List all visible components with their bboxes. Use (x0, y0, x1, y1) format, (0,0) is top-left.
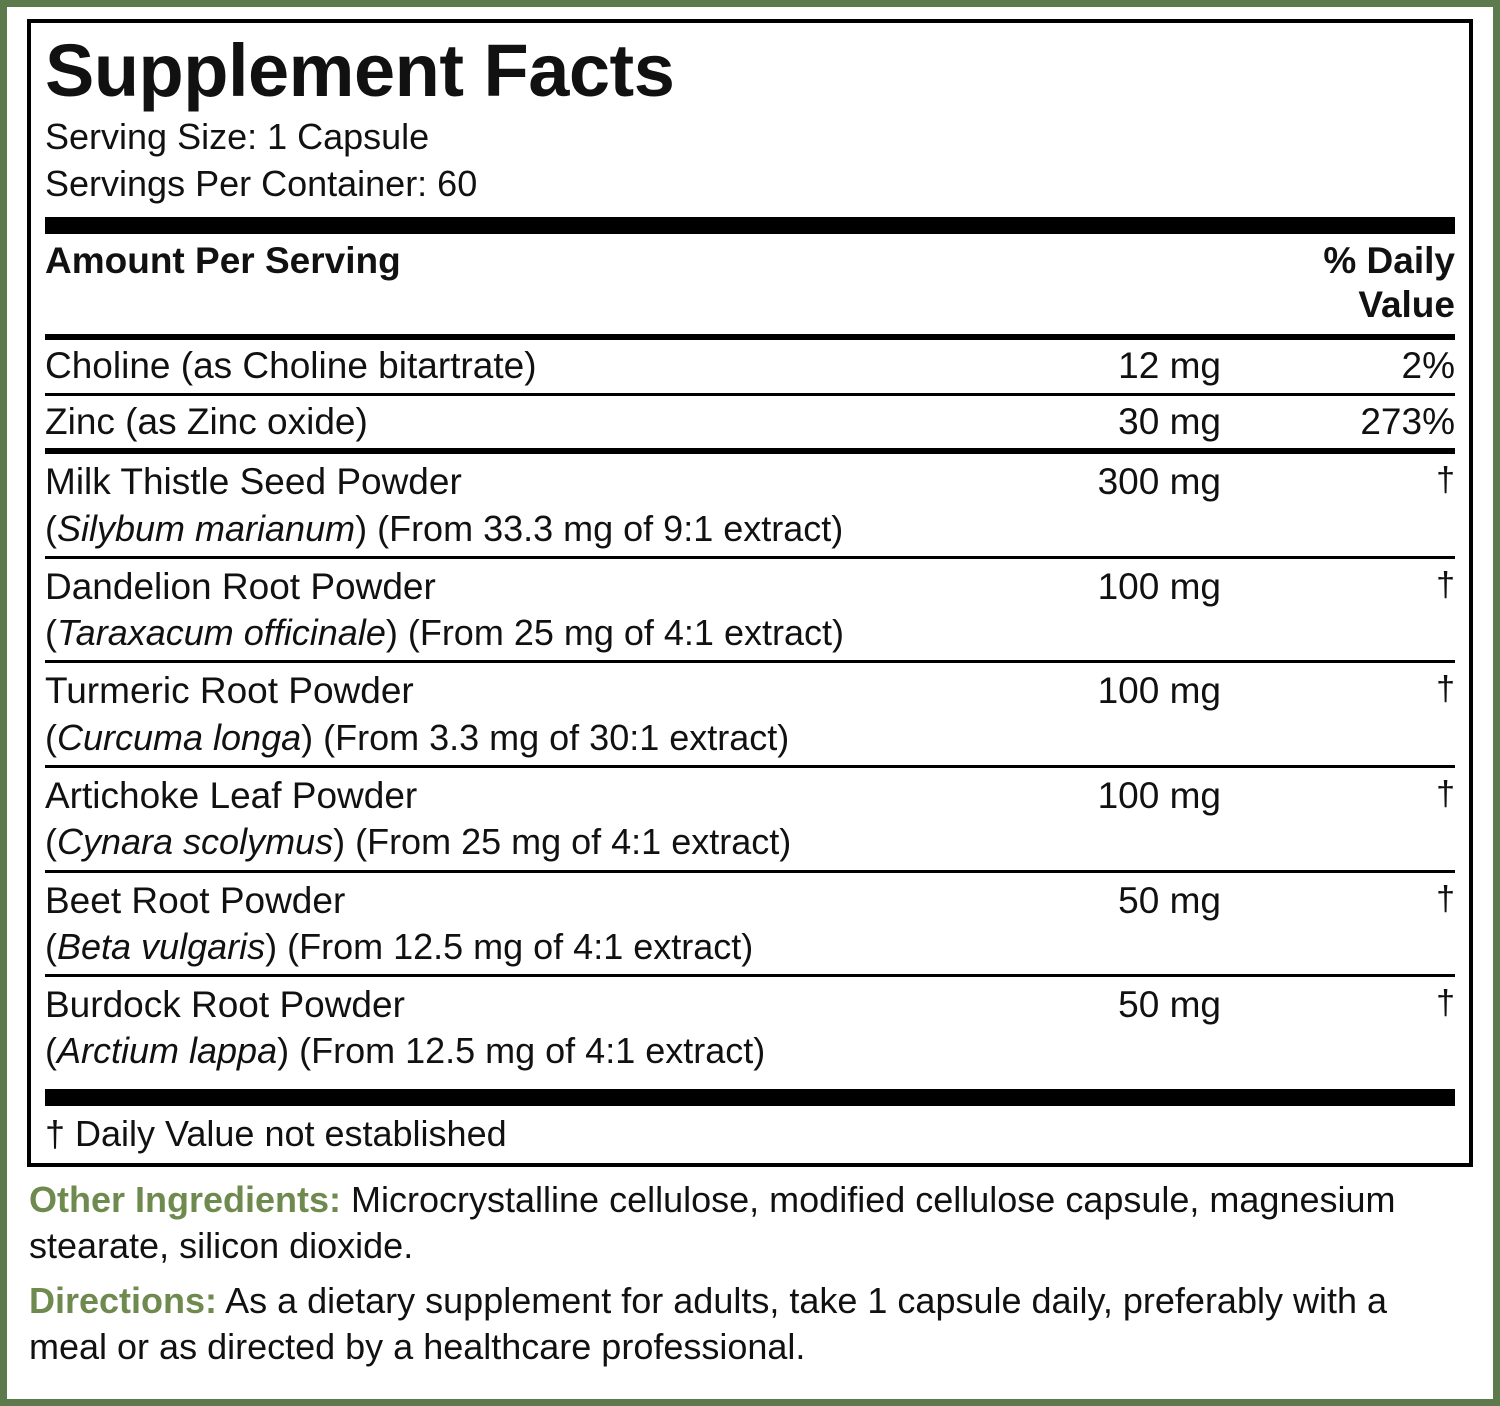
botanical-latin-name: Arctium lappa (57, 1030, 278, 1072)
daily-value-footnote: † Daily Value not established (45, 1112, 507, 1154)
table-row (45, 559, 1455, 661)
botanical-amount: 100 mg (1097, 774, 1221, 816)
botanical-daily-value: † (1436, 879, 1455, 918)
nutrient-amount: 30 mg (1118, 400, 1221, 442)
botanical-latin-name: Beta vulgaris (57, 925, 266, 967)
paren-open: ( (45, 612, 57, 654)
paren-open: ( (45, 507, 57, 549)
table-row (45, 663, 1455, 765)
nutrient-daily-value: 273% (1360, 400, 1455, 442)
paren-open: ( (45, 716, 57, 758)
daily-value-label: % Daily Value (1323, 239, 1455, 326)
botanical-source (45, 820, 1455, 863)
botanical-name: Dandelion Root Powder (45, 565, 436, 607)
botanical-daily-value: † (1436, 565, 1455, 604)
botanical-daily-value: † (1436, 984, 1455, 1023)
botanical-amount: 300 mg (1097, 461, 1221, 503)
paren-open: ( (45, 1030, 57, 1072)
directions-text: As a dietary supplement for adults, take 1 capsule daily, preferably with a meal or as directed by a healthcare professional. (29, 1280, 1388, 1367)
botanical-name: Turmeric Root Powder (45, 670, 414, 712)
table-row (45, 454, 1455, 556)
botanical-name: Milk Thistle Seed Powder (45, 461, 462, 503)
table-row (45, 396, 1455, 448)
botanical-extract-info: ) (From 12.5 mg of 4:1 extract) (277, 1030, 766, 1072)
botanical-source (45, 716, 1455, 759)
botanical-daily-value: † (1436, 774, 1455, 813)
botanical-extract-info: ) (From 3.3 mg of 30:1 extract) (301, 716, 790, 758)
botanical-amount: 100 mg (1097, 565, 1221, 607)
botanical-source (45, 925, 1455, 968)
botanical-latin-name: Taraxacum officinale (57, 612, 386, 654)
table-row (45, 977, 1455, 1079)
botanical-name: Burdock Root Powder (45, 984, 405, 1026)
table-row (45, 340, 1455, 392)
divider-thick-top (45, 217, 1455, 234)
directions (29, 1278, 1473, 1369)
nutrient-daily-value: 2% (1401, 345, 1455, 387)
nutrient-amount: 12 mg (1118, 345, 1221, 387)
serving-size: Serving Size: 1 Capsule (45, 116, 430, 158)
page-title: Supplement Facts (45, 29, 675, 112)
nutrient-name: Choline (as Choline bitartrate) (45, 345, 537, 387)
other-ingredients-text: Microcrystalline cellulose, modified cellulose capsule, magnesium stearate, silicon dioxide. (29, 1178, 1396, 1266)
divider-thick-bottom (45, 1089, 1455, 1106)
table-row (45, 873, 1455, 975)
nutrient-name: Zinc (as Zinc oxide) (45, 400, 368, 442)
botanical-daily-value: † (1436, 670, 1455, 709)
servings-per-container: Servings Per Container: 60 (45, 162, 478, 204)
supplement-facts-box (27, 19, 1473, 1167)
botanical-name: Artichoke Leaf Powder (45, 774, 418, 816)
botanical-latin-name: Silybum marianum (57, 507, 356, 549)
table-row (45, 768, 1455, 870)
paren-open: ( (45, 925, 57, 967)
amount-per-serving-label: Amount Per Serving (45, 239, 401, 281)
botanical-amount: 50 mg (1118, 879, 1221, 921)
other-ingredients-label: Other Ingredients: (29, 1178, 342, 1220)
directions-label: Directions: (29, 1280, 218, 1322)
botanical-latin-name: Curcuma longa (57, 716, 302, 758)
botanical-extract-info: ) (From 33.3 mg of 9:1 extract) (355, 507, 844, 549)
botanical-name: Beet Root Powder (45, 879, 346, 921)
botanical-source (45, 611, 1455, 654)
botanical-daily-value: † (1436, 461, 1455, 500)
botanical-amount: 50 mg (1118, 984, 1221, 1026)
table-header-row (45, 234, 1455, 335)
other-ingredients (29, 1177, 1473, 1268)
botanical-extract-info: ) (From 12.5 mg of 4:1 extract) (265, 925, 754, 967)
paren-open: ( (45, 821, 57, 863)
botanical-amount: 100 mg (1097, 670, 1221, 712)
botanical-source (45, 507, 1455, 550)
botanical-source (45, 1029, 1455, 1072)
botanical-extract-info: ) (From 25 mg of 4:1 extract) (385, 612, 844, 654)
botanical-extract-info: ) (From 25 mg of 4:1 extract) (333, 821, 792, 863)
botanical-latin-name: Cynara scolymus (57, 821, 334, 863)
